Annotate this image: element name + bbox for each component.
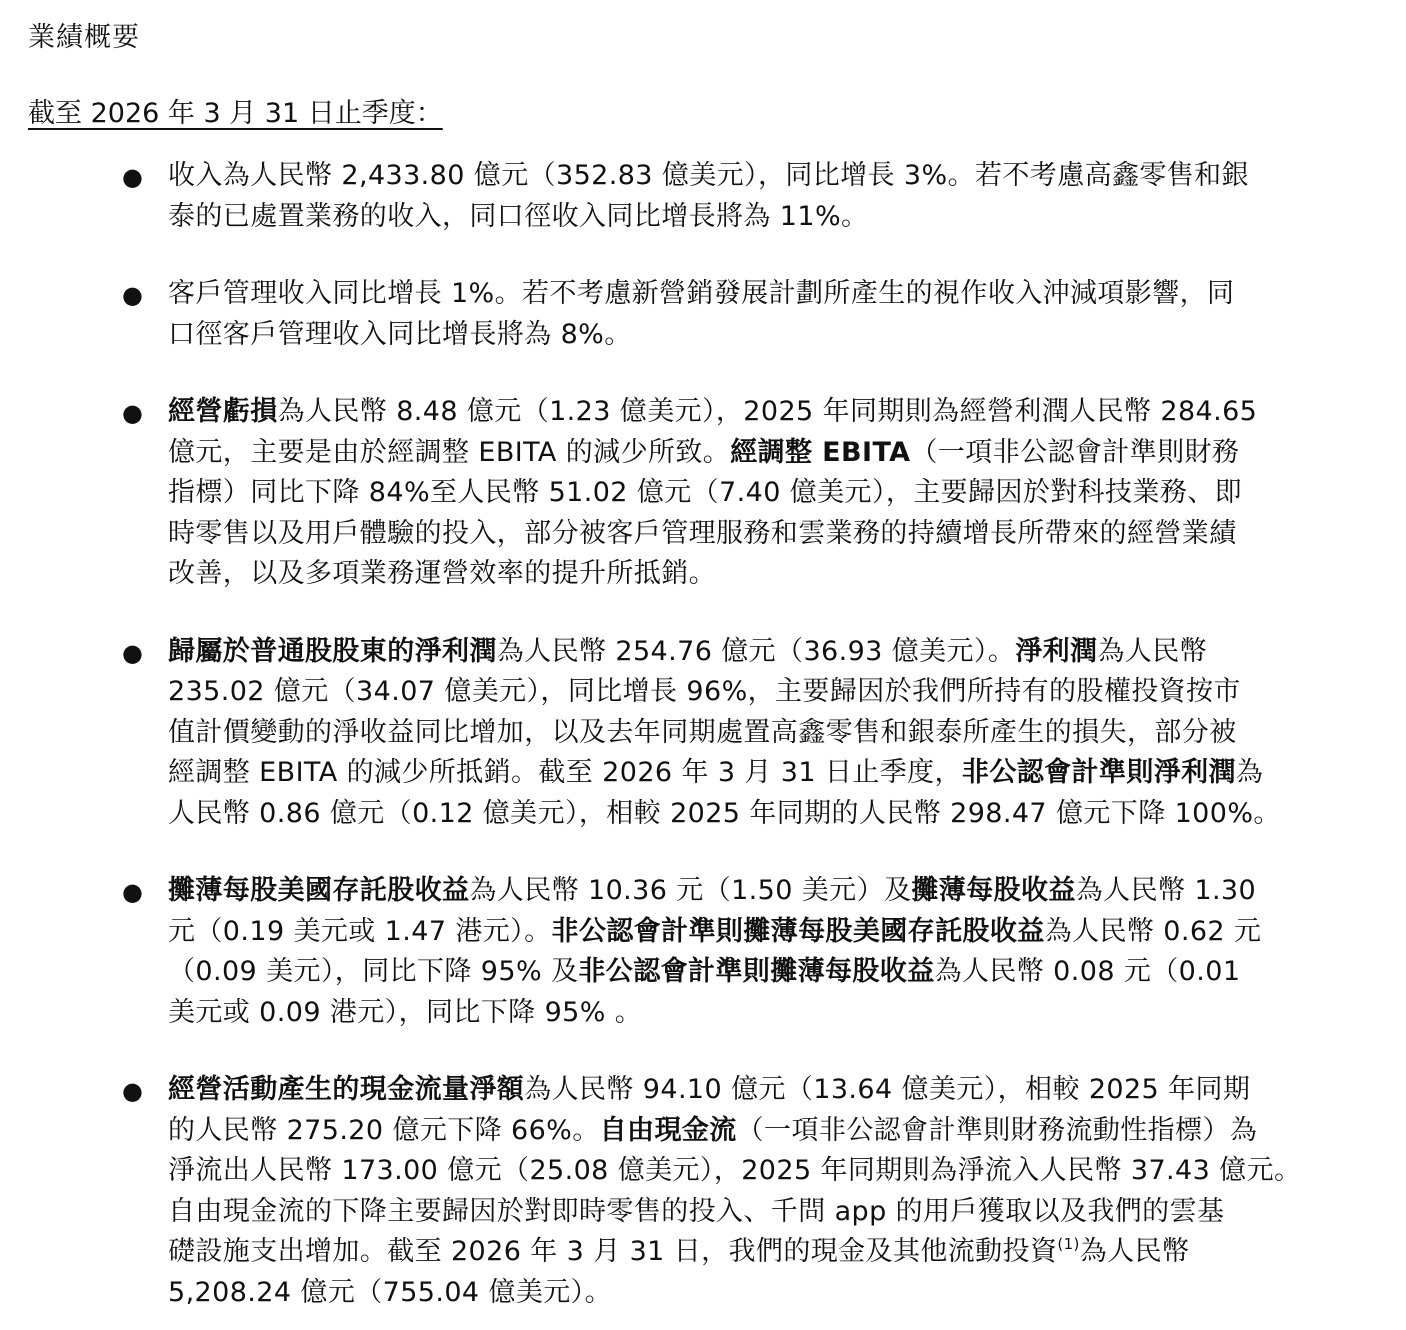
list-item	[28, 871, 1398, 1033]
bold-term: 經營虧損	[168, 396, 278, 427]
bold-term: 淨利潤	[1015, 635, 1098, 667]
text-segment: 指標）同比下降 84%至人民幣 51.02 億元（7.40 億美元），主要歸因於對科技業務、即	[168, 477, 1243, 508]
text-segment: 為人民幣 254.76 億元（36.93 億美元）。	[496, 635, 1016, 667]
bold-term: 經調整 EBITA	[730, 436, 911, 468]
text-segment: 235.02 億元（34.07 億美元），同比增長 96%，主要歸因於我們所持有的股權投資按市	[168, 676, 1241, 707]
text-line	[168, 871, 1398, 912]
bold-term: 攤薄每股收益	[911, 875, 1076, 906]
text-segment: 泰的已處置業務的收入，同口徑收入同比增長將為 11%。	[168, 200, 869, 232]
text-line	[168, 993, 1398, 1034]
text-line	[168, 794, 1398, 835]
list-item	[28, 1070, 1398, 1313]
text-line	[168, 473, 1398, 514]
bullet-icon: ●	[122, 399, 144, 427]
text-segment: 為人民幣 8.48 億元（1.23 億美元），2025 年同期則為經營利潤人民幣 284.65	[277, 396, 1258, 427]
list-item	[28, 632, 1398, 835]
bold-term: 自由現金流	[599, 1114, 737, 1146]
text-segment: 客戶管理收入同比增長 1%。若不考慮新營銷發展計劃所產生的視作收入沖減項影響，同	[168, 278, 1235, 309]
bold-term: 非公認會計準則攤薄每股收益	[578, 956, 935, 987]
text-segment: 收入為人民幣 2,433.80 億元（352.83 億美元），同比增長 3%。若不考慮高鑫零售和銀	[168, 160, 1249, 191]
text-segment: 為	[1235, 757, 1264, 788]
text-line	[168, 912, 1398, 953]
text-line	[168, 1151, 1398, 1192]
text-segment: 口徑客戶管理收入同比增長將為 8%。	[168, 318, 632, 350]
text-segment: 為人民幣	[1079, 1236, 1190, 1267]
text-line	[168, 197, 1398, 238]
bullet-icon: ●	[122, 638, 144, 667]
text-segment: 為人民幣 10.36 元（1.50 美元）及	[469, 875, 912, 906]
text-segment: 礎設施支出增加。截至 2026 年 3 月 31 日，我們的現金及其他流動投資	[168, 1236, 1058, 1267]
text-segment: 為人民幣 0.08 元（0.01	[934, 956, 1241, 987]
bullet-icon: ●	[122, 1077, 144, 1105]
highlights-list	[28, 156, 1398, 1313]
text-segment: （一項非公認會計準則財務	[910, 436, 1240, 468]
text-line	[168, 1273, 1398, 1314]
bold-term: 歸屬於普通股股東的淨利潤	[168, 635, 497, 667]
text-line	[168, 156, 1398, 197]
text-segment: 經調整 EBITA 的減少所抵銷。截至 2026 年 3 月 31 日止季度，	[168, 757, 962, 788]
bullet-icon: ●	[122, 163, 144, 191]
text-line	[168, 274, 1398, 315]
bold-term: 攤薄每股美國存託股收益	[168, 875, 470, 906]
text-segment: 淨流出人民幣 173.00 億元（25.08 億美元），2025 年同期則為淨流入人民幣 37.43 億元。	[168, 1155, 1302, 1186]
text-segment: 自由現金流的下降主要歸因於對即時零售的投入、千問 app 的用戶獲取以及我們的雲基	[168, 1195, 1225, 1227]
list-item	[28, 392, 1398, 595]
text-segment: （一項非公認會計準則財務流動性指標）為	[736, 1114, 1258, 1146]
period-heading: 截至 2026 年 3 月 31 日止季度：	[28, 98, 443, 129]
text-line	[168, 1192, 1398, 1233]
text-line	[168, 952, 1398, 993]
text-segment: 改善，以及多項業務運營效率的提升所抵銷。	[168, 558, 716, 589]
text-line	[168, 315, 1398, 356]
text-line	[168, 1070, 1398, 1111]
text-segment: 時零售以及用戶體驗的投入，部分被客戶管理服務和雲業務的持續增長所帶來的經營業績	[168, 517, 1237, 549]
text-line	[168, 433, 1398, 474]
bullet-icon: ●	[122, 281, 144, 309]
text-line	[168, 1111, 1398, 1152]
text-line	[168, 1232, 1398, 1273]
document-title: 業績概要	[28, 22, 140, 53]
list-item	[28, 156, 1398, 237]
bold-term: 非公認會計準則攤薄每股美國存託股收益	[551, 915, 1045, 947]
bullet-icon: ●	[122, 878, 144, 906]
text-segment: 美元或 0.09 港元），同比下降 95% 。	[168, 996, 643, 1028]
text-line	[168, 514, 1398, 555]
text-segment: （0.09 美元），同比下降 95% 及	[168, 956, 579, 987]
text-segment: 為人民幣 94.10 億元（13.64 億美元），相較 2025 年同期	[524, 1074, 1251, 1105]
text-segment: 億元，主要是由於經調整 EBITA 的減少所致。	[168, 436, 731, 468]
text-segment: 為人民幣 1.30	[1075, 875, 1257, 906]
text-segment: 5,208.24 億元（755.04 億美元）。	[168, 1276, 612, 1308]
text-segment: 元（0.19 美元或 1.47 港元）。	[168, 915, 552, 947]
bold-term: 非公認會計準則淨利潤	[961, 757, 1236, 788]
text-line	[168, 753, 1398, 794]
text-line	[168, 672, 1398, 713]
text-segment: 的人民幣 275.20 億元下降 66%。	[168, 1114, 600, 1146]
list-item	[28, 274, 1398, 355]
text-line	[168, 713, 1398, 754]
text-segment: 為人民幣	[1097, 635, 1208, 667]
footnote-marker: (1)	[1057, 1235, 1080, 1253]
text-line	[168, 632, 1398, 673]
bold-term: 經營活動產生的現金流量淨額	[168, 1074, 525, 1105]
text-segment: 人民幣 0.86 億元（0.12 億美元），相較 2025 年同期的人民幣 298.47 億元下降 100%。	[168, 797, 1281, 829]
text-segment: 為人民幣 0.62 元	[1044, 915, 1262, 947]
text-segment: 值計價變動的淨收益同比增加，以及去年同期處置高鑫零售和銀泰所產生的損失，部分被	[168, 716, 1237, 748]
text-line	[168, 392, 1398, 433]
text-line	[168, 554, 1398, 595]
